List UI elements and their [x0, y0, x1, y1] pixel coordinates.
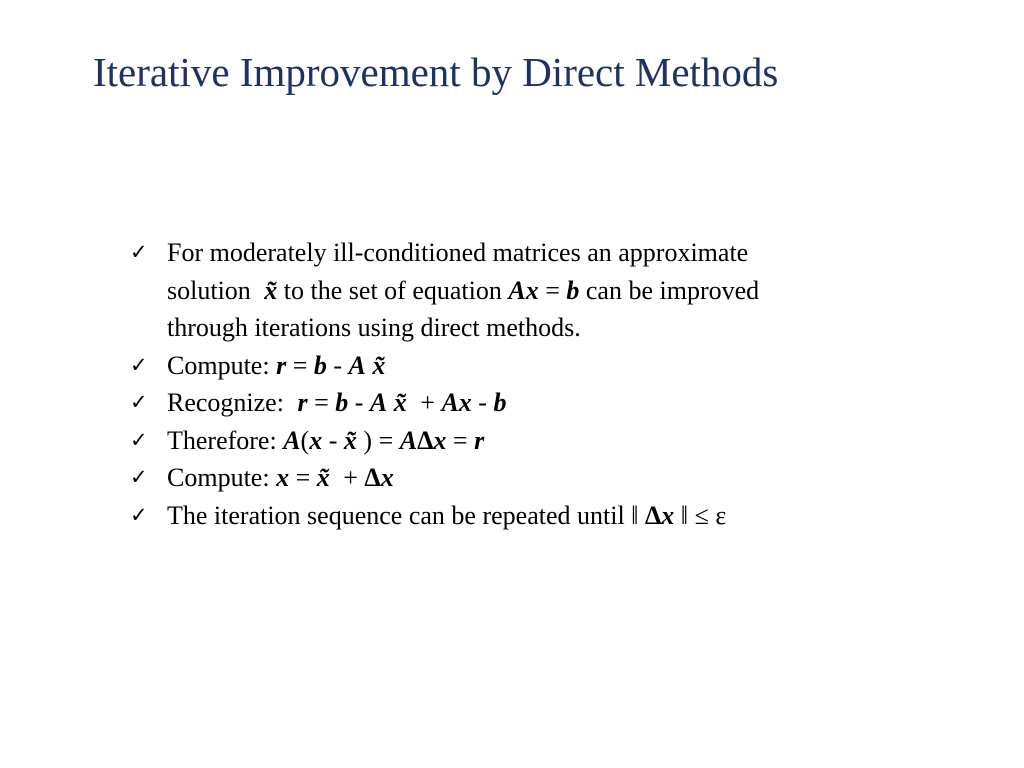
math-operator: = [452, 425, 468, 455]
math-symbol-x-tilde: x̃ [393, 388, 407, 417]
math-paren: ) [363, 425, 373, 455]
math-symbol-x-tilde: x̃ [264, 275, 278, 305]
math-operator: - [333, 350, 343, 380]
bullet-item-recognize [130, 384, 950, 422]
bullet-item-therefore [130, 422, 950, 460]
math-symbol-x: x [276, 463, 290, 492]
bullet-item-intro [130, 234, 950, 347]
math-symbol-A: A [283, 425, 301, 455]
math-operator: - [328, 425, 338, 455]
check-mark-icon: ✓ [130, 240, 148, 264]
check-mark-icon: ✓ [130, 390, 148, 414]
math-symbol-x-tilde: x̃ [343, 425, 357, 455]
math-operator: = [292, 350, 308, 380]
math-operator: = [314, 388, 329, 417]
math-operator: - [354, 388, 364, 417]
math-symbol-r: r [474, 425, 485, 455]
math-symbol-r: r [276, 350, 287, 380]
bullet-line: through iterations using direct methods. [167, 313, 581, 342]
math-paren: ( [300, 425, 310, 455]
math-operator: ≤ [694, 500, 709, 530]
bullet-label: Therefore: [167, 425, 277, 455]
math-symbol-epsilon: ε [715, 500, 727, 530]
check-mark-icon: ✓ [130, 352, 148, 377]
math-symbol-b: b [566, 275, 580, 305]
math-norm-bar: ‖ [680, 500, 689, 530]
text-fragment: to the set of equation [283, 275, 502, 305]
math-symbol-x: x [433, 425, 447, 455]
check-mark-icon: ✓ [130, 427, 148, 452]
math-operator: + [343, 463, 358, 492]
text-fragment: solution [167, 275, 251, 305]
math-symbol-A: A [399, 425, 418, 455]
math-operator: = [545, 275, 560, 305]
bullet-text [167, 497, 950, 535]
bullet-label: Compute: [167, 350, 270, 380]
text-fragment: can be improved [585, 275, 760, 305]
math-symbol-delta: Δ [364, 463, 381, 492]
math-symbol-x-tilde: x̃ [372, 350, 386, 380]
bullet-text [167, 459, 950, 497]
math-symbol-delta: Δ [644, 500, 662, 530]
bullet-item-compute-update [130, 459, 950, 497]
bullet-line [167, 272, 950, 310]
math-symbol-r: r [297, 388, 308, 417]
math-symbol-x: x [661, 500, 675, 530]
math-symbol-A: A [369, 388, 388, 417]
bullet-text [167, 384, 950, 422]
math-operator: = [378, 425, 394, 455]
bullet-list [130, 234, 950, 534]
bullet-item-stopping-criterion [130, 497, 950, 535]
math-symbol-b: b [313, 350, 327, 380]
bullet-label: Compute: [167, 463, 270, 492]
math-symbol-A: A [348, 350, 366, 380]
math-symbol-x: x [309, 425, 323, 455]
math-symbol-delta: Δ [417, 425, 434, 455]
check-mark-icon: ✓ [130, 502, 148, 527]
bullet-label: The iteration sequence can be repeated until [167, 500, 625, 530]
math-symbol-Ax: Ax [441, 388, 472, 417]
math-symbol-x: x [380, 463, 394, 492]
bullet-text [167, 234, 950, 347]
bullet-label: Recognize: [167, 388, 284, 417]
math-norm-bar: ‖ [631, 500, 639, 530]
math-symbol-Ax: Ax [508, 275, 539, 305]
math-symbol-x-tilde: x̃ [316, 463, 330, 492]
math-symbol-b: b [493, 388, 507, 417]
bullet-text [167, 347, 950, 385]
bullet-line: For moderately ill-conditioned matrices an approximate [167, 238, 749, 267]
check-mark-icon: ✓ [130, 465, 148, 489]
math-operator: = [295, 463, 311, 492]
math-operator: + [420, 388, 435, 417]
slide-title: Iterative Improvement by Direct Methods [93, 49, 779, 95]
math-operator: - [478, 388, 487, 417]
bullet-text [167, 422, 950, 460]
math-symbol-b: b [335, 388, 349, 417]
bullet-item-compute-residual [130, 347, 950, 385]
